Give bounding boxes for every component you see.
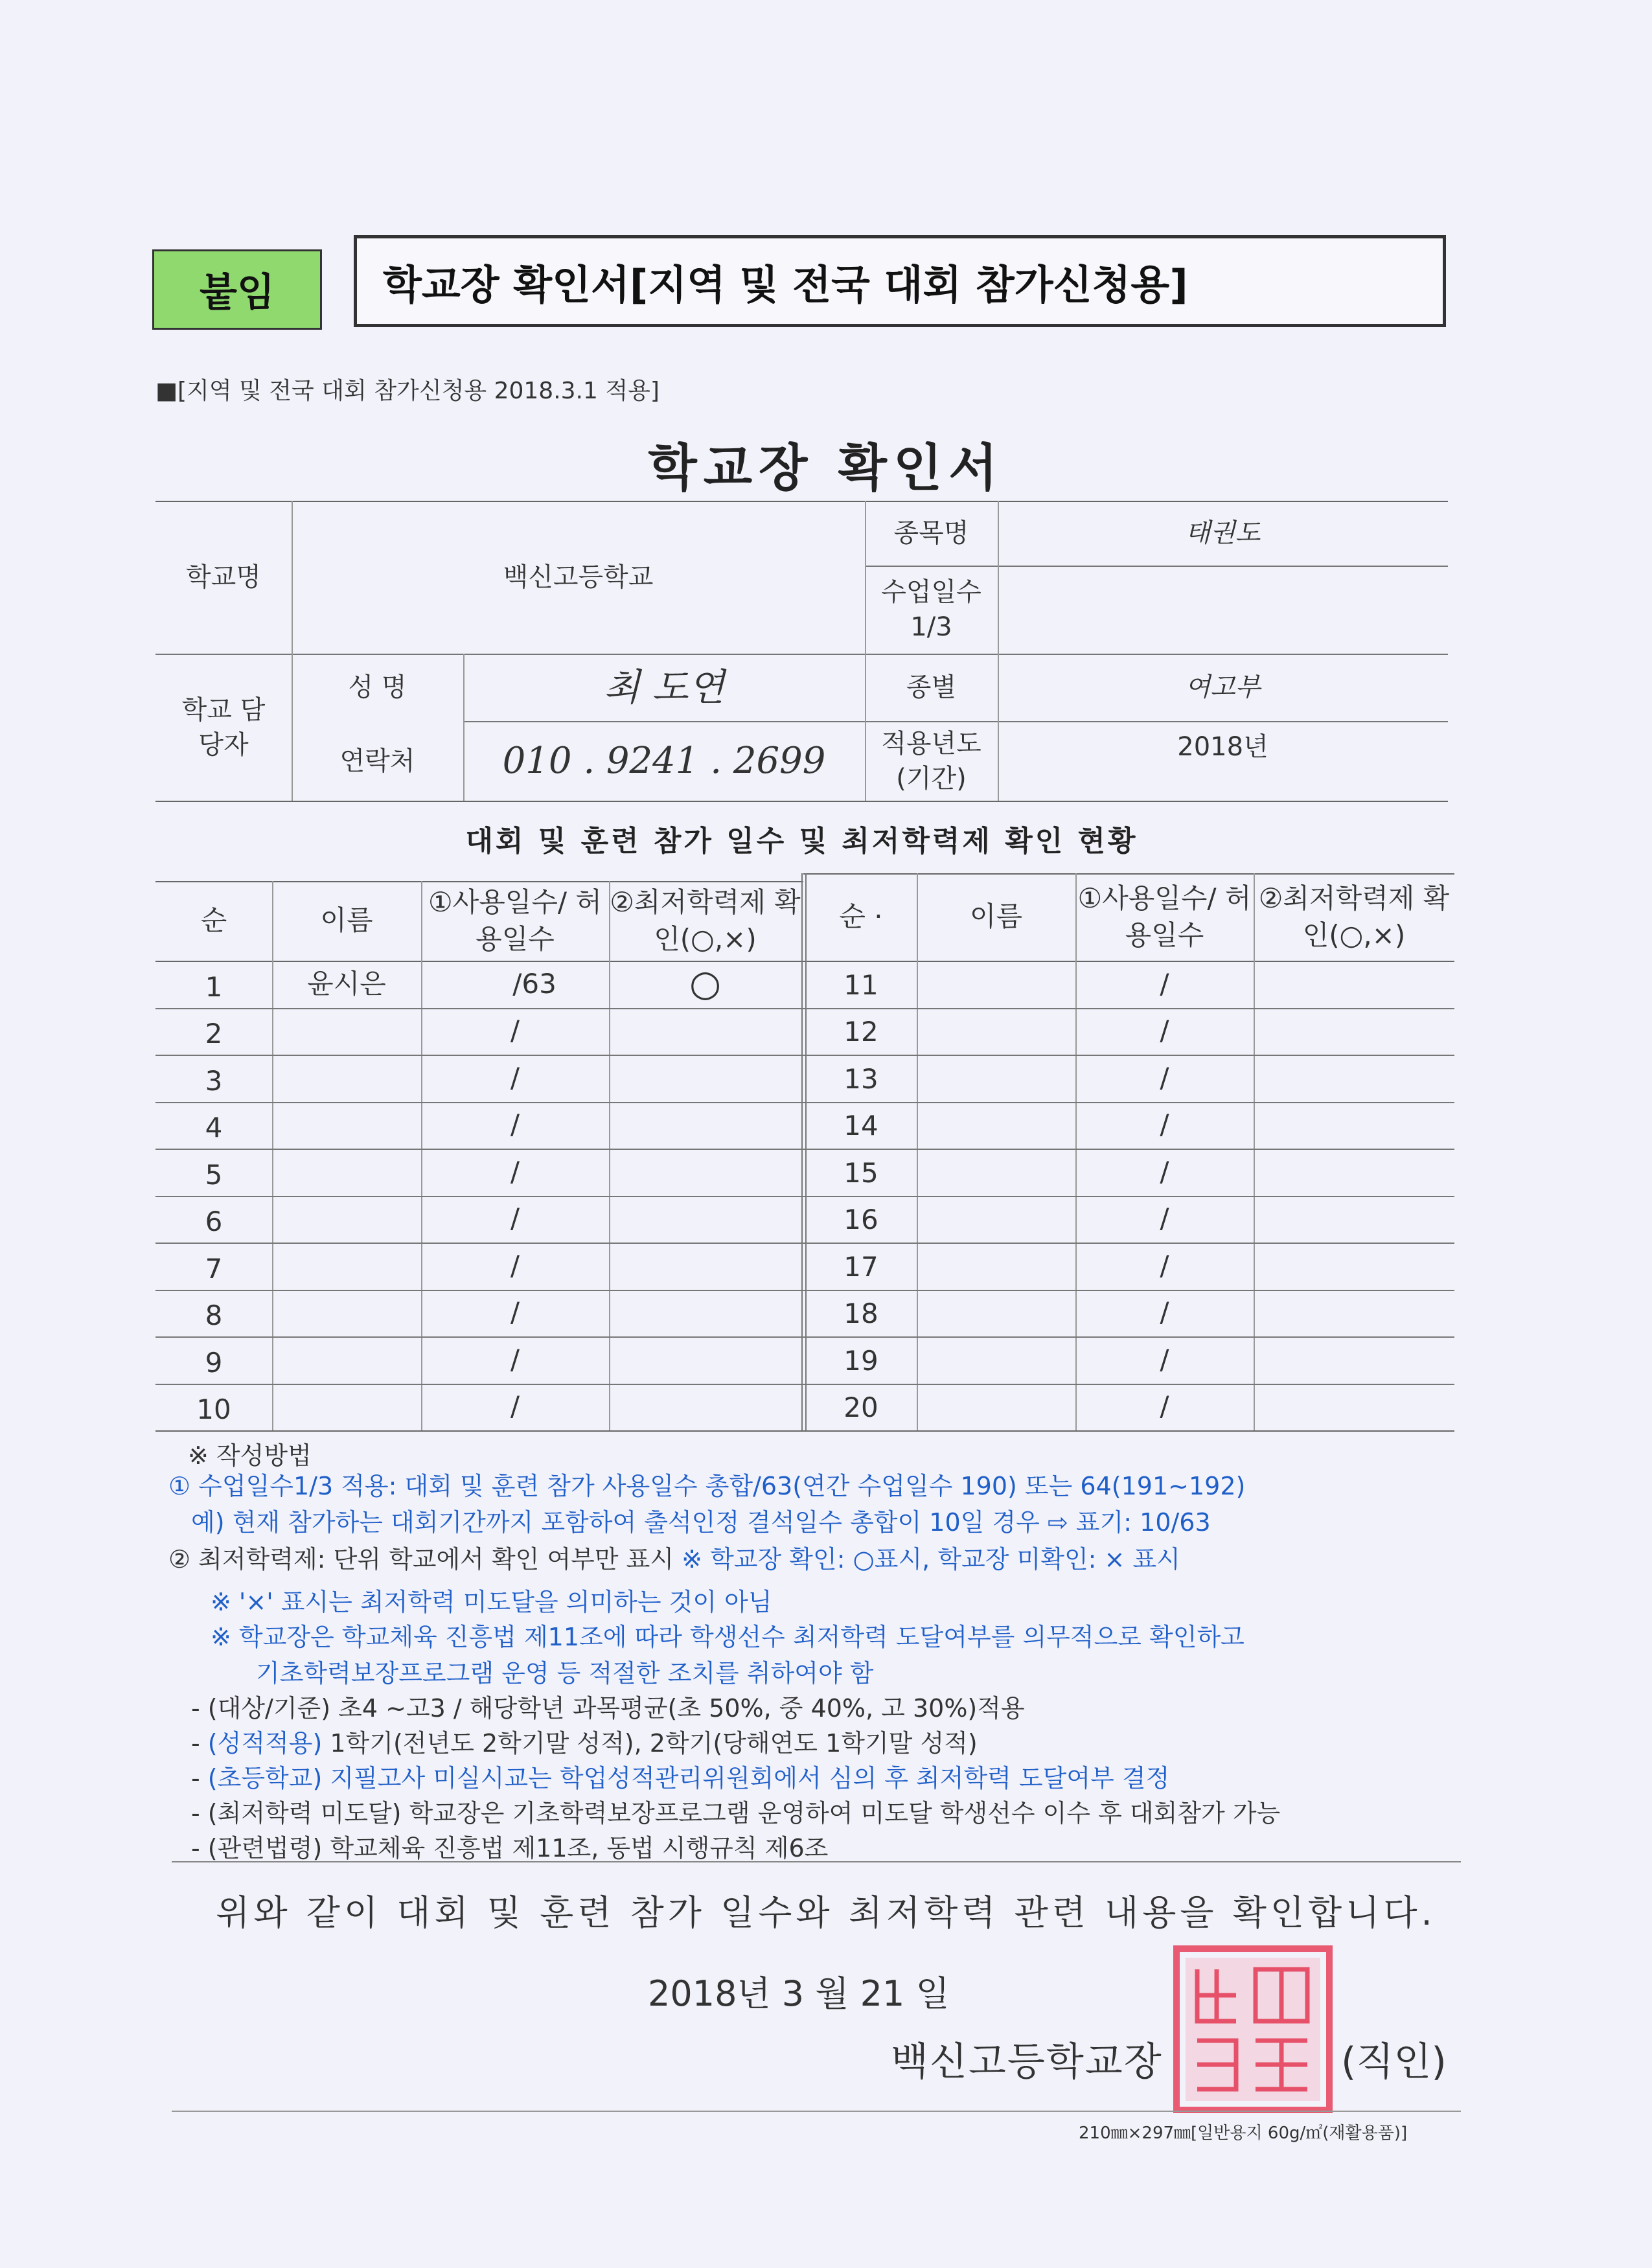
row-days-right: / — [1160, 1390, 1169, 1423]
row-name-right — [917, 1196, 1075, 1243]
row-name-right — [917, 1149, 1075, 1196]
instruction-line-3-mark: ※ 학교장 확인: ○표시, 학교장 미확인: × 표시 — [682, 1545, 1180, 1574]
school-days-value — [998, 566, 1448, 654]
row-days-right: / — [1160, 967, 1169, 1000]
row-days: / — [510, 1390, 520, 1423]
row-check-right — [1254, 1102, 1454, 1149]
row-check-right — [1254, 1336, 1454, 1384]
instruction-line-8-dash: - — [191, 1729, 208, 1758]
manager-label: 학교 담당자 — [181, 694, 266, 760]
document-title: 학교장 확인서 — [648, 439, 1004, 498]
sport-label: 종목명 — [893, 518, 969, 548]
row-days: / — [510, 1296, 520, 1329]
row-number-right: 14 — [843, 1110, 878, 1142]
contact-value: 010 . 9241 . 2699 — [502, 739, 826, 782]
category-value: 여고부 — [1185, 672, 1261, 702]
header-name-right: 이름 — [969, 900, 1023, 933]
instruction-line-9-dash: - — [191, 1764, 208, 1793]
row-name-right — [917, 961, 1075, 1008]
instruction-line-5: ※ 학교장은 학교체육 진흥법 제11조에 따라 학생선수 최저학력 도달여부를 의무적으로 확인하고 — [211, 1623, 1245, 1651]
row-number-right: 20 — [843, 1392, 878, 1424]
row-name-right — [917, 1243, 1075, 1290]
row-number-right: 13 — [843, 1062, 878, 1095]
row-number: 10 — [196, 1393, 231, 1426]
header-check-right: ②최저학력제 확인(○,×) — [1258, 882, 1450, 951]
confirmation-statement: 위와 같이 대회 및 훈련 참가 일수와 최저학력 관련 내용을 확인합니다. — [216, 1892, 1436, 1933]
instruction-line-4: ※ '×' 표시는 최저학력 미도달을 의미하는 것이 아님 — [211, 1588, 772, 1616]
instruction-line-7: - (대상/기준) 초4 ~고3 / 해당학년 과목평균(초 50%, 중 40%, 고 30%)적용 — [191, 1694, 1025, 1723]
row-number: 8 — [205, 1300, 223, 1332]
row-days-right: / — [1160, 1061, 1169, 1094]
row-number-right: 12 — [843, 1016, 878, 1048]
row-days: / — [510, 1343, 520, 1375]
issue-date: 2018년 3 월 21 일 — [648, 1973, 950, 2014]
row-name-right — [917, 1102, 1075, 1149]
row-check — [609, 1243, 801, 1290]
status-section-title: 대회 및 훈련 참가 일수 및 최저학력제 확인 현황 — [465, 825, 1138, 858]
row-number-right: 11 — [843, 968, 878, 1001]
row-check — [609, 1055, 801, 1102]
school-name-value: 백신고등학교 — [503, 562, 654, 592]
instructions-heading: ※ 작성방법 — [188, 1441, 312, 1470]
row-days: / — [510, 1061, 520, 1094]
instruction-line-2: 예) 현재 참가하는 대회기간까지 포함하여 출석인정 결석일수 총합이 10일 경우 ⇨ 표기: 10/63 — [191, 1508, 1211, 1537]
paper-spec-footer: 210㎜×297㎜[일반용지 60g/㎡(재활용품)] — [1079, 2124, 1408, 2143]
row-number-right: 15 — [843, 1156, 878, 1189]
row-check — [609, 1384, 801, 1431]
year-value: 2018년 — [1177, 732, 1268, 762]
row-number: 6 — [205, 1206, 223, 1238]
instruction-line-6: 기초학력보장프로그램 운영 등 적절한 조치를 취하여야 함 — [256, 1659, 874, 1688]
row-check — [609, 1008, 801, 1055]
row-number-right: 19 — [843, 1344, 878, 1377]
row-days-right: / — [1160, 1014, 1169, 1047]
row-check-right — [1254, 1384, 1454, 1431]
row-days-right: / — [1160, 1296, 1169, 1329]
school-info-table — [155, 501, 1448, 805]
row-check-right — [1254, 961, 1454, 1008]
instruction-line-1: ① 수업일수1/3 적용: 대회 및 훈련 참가 사용일수 총합/63(연간 수업일수 190) 또는 64(191~192) — [168, 1472, 1246, 1500]
row-name — [272, 1055, 421, 1102]
row-name-right — [917, 1055, 1075, 1102]
attachment-badge: 붙임 — [152, 249, 322, 330]
row-check-right — [1254, 1008, 1454, 1055]
name-label: 성 명 — [348, 672, 407, 702]
row-check-right — [1254, 1243, 1454, 1290]
instruction-line-8-label: (성적적용) — [207, 1729, 323, 1758]
row-check — [609, 1290, 801, 1337]
row-number: 5 — [205, 1158, 223, 1191]
sport-value: 태권도 — [1185, 518, 1261, 548]
participation-status-table — [155, 873, 1454, 1430]
header-no-right: 순 · — [839, 900, 883, 933]
row-days: /63 — [512, 967, 556, 1000]
row-days: / — [510, 1249, 520, 1281]
applicability-note: ■[지역 및 전국 대회 참가신청용 2018.3.1 적용] — [155, 378, 660, 404]
header-days: ①사용일수/ 허용일수 — [428, 886, 602, 955]
row-number: 3 — [205, 1064, 223, 1097]
year-label: 적용년도 (기간) — [881, 728, 981, 794]
manager-name-value: 최 도연 — [603, 665, 725, 709]
instruction-line-3 — [168, 1547, 1180, 1572]
row-days-right: / — [1160, 1108, 1169, 1141]
row-days: / — [510, 1155, 520, 1187]
row-check: ○ — [689, 963, 721, 1005]
row-days-right: / — [1160, 1249, 1169, 1281]
school-days-label: 수업일수 1/3 — [881, 577, 981, 642]
row-days-right: / — [1160, 1155, 1169, 1187]
row-name: 윤시은 — [307, 967, 386, 1000]
row-days: / — [510, 1014, 520, 1047]
instruction-line-8 — [191, 1731, 978, 1756]
row-check-right — [1254, 1196, 1454, 1243]
row-number: 1 — [205, 970, 223, 1003]
header-name: 이름 — [320, 904, 373, 937]
row-name — [272, 1196, 421, 1243]
instruction-line-11: - (관련법령) 학교체육 진흥법 제11조, 동법 시행규칙 제6조 — [191, 1834, 829, 1862]
row-check-right — [1254, 1149, 1454, 1196]
row-name-right — [917, 1008, 1075, 1055]
header-days-right: ①사용일수/ 허용일수 — [1077, 882, 1252, 951]
instruction-line-9 — [191, 1766, 1169, 1791]
category-label: 종별 — [906, 672, 957, 702]
school-name-label: 학교명 — [186, 562, 261, 592]
official-seal — [1171, 1943, 1335, 2115]
header-check: ②최저학력제 확인(○,×) — [610, 886, 801, 955]
row-check — [609, 1102, 801, 1149]
header-no: 순 — [200, 904, 227, 937]
row-name — [272, 1102, 421, 1149]
row-number: 4 — [205, 1112, 223, 1144]
row-check-right — [1254, 1290, 1454, 1337]
row-days-right: / — [1160, 1343, 1169, 1375]
row-days: / — [510, 1202, 520, 1235]
instruction-line-9-text: (초등학교) 지필고사 미실시교는 학업성적관리위원회에서 심의 후 최저학력 도달여부 결정 — [207, 1764, 1170, 1793]
row-number-right: 18 — [843, 1298, 878, 1330]
row-name — [272, 1008, 421, 1055]
instruction-line-10: - (최저학력 미도달) 학교장은 기초학력보장프로그램 운영하여 미도달 학생선수 이수 후 대회참가 가능 — [191, 1799, 1281, 1827]
seal-label: (직인) — [1341, 2039, 1447, 2085]
row-number: 2 — [205, 1018, 223, 1050]
row-name-right — [917, 1336, 1075, 1384]
row-number: 7 — [205, 1252, 223, 1285]
instruction-line-3-text: ② 최저학력제: 단위 학교에서 확인 여부만 표시 — [168, 1545, 682, 1574]
row-days: / — [510, 1108, 520, 1141]
instruction-line-8-text: 1학기(전년도 2학기말 성적), 2학기(당해연도 1학기말 성적) — [322, 1729, 978, 1758]
principal-signature: 백신고등학교장 — [891, 2039, 1163, 2085]
row-name — [272, 1384, 421, 1431]
row-check-right — [1254, 1055, 1454, 1102]
row-name — [272, 1290, 421, 1337]
row-name-right — [917, 1384, 1075, 1431]
row-name-right — [917, 1290, 1075, 1337]
row-check — [609, 1149, 801, 1196]
row-name — [272, 1243, 421, 1290]
row-number-right: 16 — [843, 1204, 878, 1236]
row-name — [272, 1336, 421, 1384]
row-check — [609, 1196, 801, 1243]
contact-label: 연락처 — [339, 746, 415, 776]
header-title: 학교장 확인서[지역 및 전국 대회 참가신청용] — [354, 235, 1446, 327]
row-number-right: 17 — [843, 1250, 878, 1283]
row-number: 9 — [205, 1346, 223, 1379]
row-days-right: / — [1160, 1202, 1169, 1235]
row-check — [609, 1336, 801, 1384]
row-name — [272, 1149, 421, 1196]
